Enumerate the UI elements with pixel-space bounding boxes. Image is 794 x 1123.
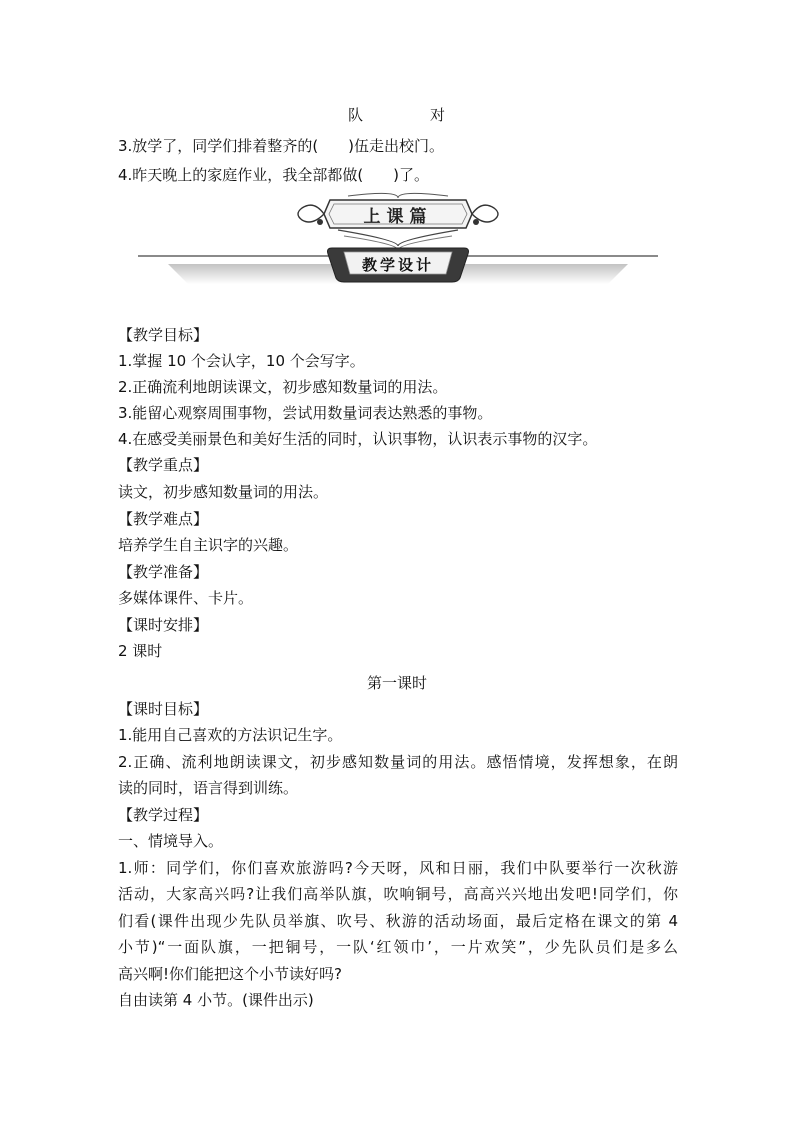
difficulty-heading: 【教学难点】 [118,510,209,528]
key-points-heading: 【教学重点】 [118,456,209,474]
process-paragraph-line-2: 活动，大家高兴吗?让我们高举队旗，吹响铜号，高高兴兴地出发吧!同学们，你 [118,885,678,903]
word-dui-team: 队 [348,106,364,124]
word-pair [0,102,794,128]
teaching-goal-4: 4.在感受美丽景色和美好生活的同时，认识事物，认识表示事物的汉字。 [118,430,598,448]
exercise-question-3: 3.放学了，同学们排着整齐的( )伍走出校门。 [118,137,445,155]
process-paragraph-line-3: 们看(课件出现少先队员举旗、吹号、秋游的活动场面，最后定格在课文的第 4 [118,912,678,930]
teaching-goal-1: 1.掌握 10 个会认字，10 个会写字。 [118,352,365,370]
process-paragraph-line-4: 小节)“一面队旗，一把铜号，一队‘红领巾’，一片欢笑”，少先队员们是多么 [118,938,678,956]
key-points-text: 读文，初步感知数量词的用法。 [118,483,329,501]
difficulty-text: 培养学生自主识字的兴趣。 [118,536,299,554]
lesson-title: 第一课时 [366,674,427,692]
exercise-question-4: 4.昨天晚上的家庭作业，我全部都做( )了。 [118,166,430,184]
process-paragraph-line-5: 高兴啊!你们能把这个小节读好吗? [118,965,342,983]
teaching-goal-3: 3.能留心观察周围事物，尝试用数量词表达熟悉的事物。 [118,404,493,422]
section-banner [138,192,658,288]
word-dui-correct: 对 [430,106,446,124]
process-heading: 【教学过程】 [118,806,209,824]
lesson-goal-2-line-2: 读的同时，语言得到训练。 [118,779,299,797]
teaching-goal-2: 2.正确流利地朗读课文，初步感知数量词的用法。 [118,378,448,396]
preparation-heading: 【教学准备】 [118,563,209,581]
lesson-goals-heading: 【课时目标】 [118,700,209,718]
lesson-goal-1: 1.能用自己喜欢的方法识记生字。 [118,726,343,744]
process-step-1: 一、情境导入。 [118,832,224,850]
process-paragraph-line-1: 1.师：同学们，你们喜欢旅游吗?今天呀，风和日丽，我们中队要举行一次秋游 [118,859,678,877]
banner-bottom-title: 教学设计 [361,256,435,274]
preparation-text: 多媒体课件、卡片。 [118,589,254,607]
lesson-goal-2-line-1: 2.正确、流利地朗读课文，初步感知数量词的用法。感悟情境，发挥想象，在朗 [118,753,678,771]
schedule-text: 2 课时 [118,642,163,660]
teaching-goals-heading: 【教学目标】 [118,326,209,344]
process-instruction: 自由读第 4 小节。(课件出示) [118,991,314,1009]
banner-top-title: 上课篇 [363,207,433,227]
schedule-heading: 【课时安排】 [118,616,209,634]
